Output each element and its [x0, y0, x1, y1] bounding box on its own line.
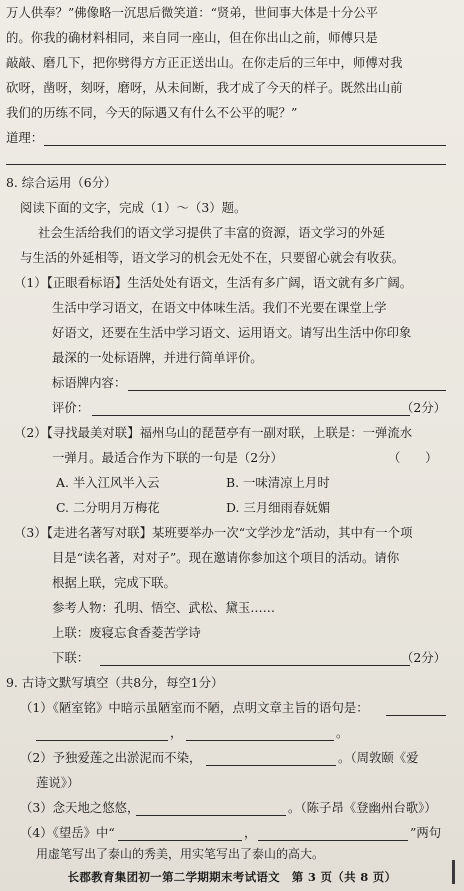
- blank-line[interactable]: [206, 765, 336, 766]
- q8-sub3-line: 目是“读名著，对对子”。现在邀请你参加这个项目的活动。请你: [52, 550, 400, 565]
- q8-sub1-line: 最深的一处标语牌，并进行简单评价。: [52, 350, 263, 365]
- q8-paragraph: 与生活的外延相等，语文学习的机会无处不在，只要留心就会有收获。: [20, 250, 405, 265]
- answer-line[interactable]: [44, 145, 446, 146]
- answer-parentheses[interactable]: （ ）: [388, 450, 438, 465]
- reference-characters: 参考人物：孔明、悟空、武松、黛玉……: [52, 600, 276, 615]
- comma: ，: [170, 725, 183, 740]
- q9-item-4-tail: ”两句: [410, 825, 442, 840]
- option-c: C. 二分明月万梅花: [56, 500, 160, 515]
- daoli-label: 道理：: [6, 130, 44, 145]
- q8-title: 8. 综合运用（6分）: [6, 175, 117, 190]
- q9-item-2-source-end: 莲说》）: [36, 775, 80, 790]
- option-b: B. 一味清凉上月时: [226, 475, 330, 490]
- score-label: （2分）: [400, 650, 446, 665]
- q8-sub3-line: 根据上联，完成下联。: [52, 575, 176, 590]
- shanglian: 上联：废寝忘食香菱苦学诗: [52, 625, 201, 640]
- q9-item-2: （2）予独爱莲之出淤泥而不染，: [20, 750, 202, 765]
- q8-sub2-line: （2）【寻找最美对联】福州乌山的琵琶亭有一副对联，上联是：一弹流水: [14, 425, 413, 440]
- option-a: A. 半入江风半入云: [56, 475, 160, 490]
- blank-line[interactable]: [136, 815, 286, 816]
- xialian-label: 下联：: [52, 650, 90, 665]
- q8-sub1-line: 生活中学习语文，在语文中体味生活。我们不光要在课堂上学: [52, 300, 387, 315]
- xialian-answer-line[interactable]: [100, 665, 410, 666]
- page-footer: 长郡教育集团初一第二学期期末考试语文 第 3 页（共 8 页）: [67, 870, 397, 884]
- q8-sub1-line: （1）【正眼看标语】生活处处有语文，生活有多广阔，语文就有多广阔。: [14, 275, 413, 290]
- passage-line: 砍呀，凿呀，刻呀，磨呀，从未间断，我才成了今天的样子。既然出山前: [6, 80, 403, 95]
- q9-item-4: （4）《望岳》中“: [20, 825, 115, 840]
- slogan-content-answer-line[interactable]: [128, 390, 446, 391]
- blank-line[interactable]: [36, 740, 168, 741]
- period: 。: [336, 725, 349, 740]
- q8-sub3-line: （3）【走进名著写对联】某班要举办一次“文学沙龙”活动，其中有一个项: [14, 525, 413, 540]
- comma: ，: [244, 825, 257, 840]
- page-edge-mark: [452, 860, 455, 884]
- q9-item-3: （3）念天地之悠悠，: [20, 800, 140, 815]
- q8-sub1-line: 好语文，还要在生活中学习语文、运用语文。请写出生活中你印象: [52, 325, 412, 340]
- passage-line: 敲敲、磨几下，把你劈得方方正正送出山。在你走后的三年中，师傅对我: [6, 55, 403, 70]
- blank-line[interactable]: [386, 715, 446, 716]
- answer-line[interactable]: [6, 164, 446, 165]
- q8-intro: 阅读下面的文字，完成（1）～（3）题。: [20, 200, 247, 215]
- passage-line: 的。你我的确材料相同，来自同一座山，但在你出山之前，师傅只是: [6, 30, 378, 45]
- passage-line: 我们的历练不同，今天的际遇又有什么不公平的呢？”: [6, 105, 298, 120]
- evaluation-answer-line[interactable]: [92, 415, 410, 416]
- q9-item-4-line2: 用虚笔写出了泰山的秀美，用实笔写出了泰山的高大。: [36, 847, 325, 861]
- score-label: （2分）: [400, 400, 446, 415]
- q8-paragraph: 社会生活给我们的语文学习提供了丰富的资源，语文学习的外延: [38, 225, 385, 240]
- blank-line[interactable]: [118, 840, 242, 841]
- q8-sub2-line: 一弹月。最适合作为下联的一句是（2分）: [52, 450, 283, 465]
- option-d: D. 三月细雨春妩媚: [226, 500, 331, 515]
- q9-item-3-source: 。（陈子昂《登幽州台歌》）: [288, 800, 437, 815]
- passage-line: 万人供奉？”佛像略一沉思后微笑道：“贤弟，世间事大体是十分公平: [6, 5, 378, 20]
- blank-line[interactable]: [258, 840, 408, 841]
- q9-item-1: （1）《陋室铭》中暗示虽陋室而不陋，点明文章主旨的语句是：: [20, 700, 369, 715]
- blank-line[interactable]: [186, 740, 334, 741]
- evaluation-label: 评价：: [52, 400, 90, 415]
- slogan-content-label: 标语牌内容：: [52, 375, 127, 390]
- q9-title: 9. 古诗文默写填空（共8分，每空1分）: [6, 675, 224, 690]
- q9-item-2-source: 。（周敦颐《爱: [338, 750, 419, 765]
